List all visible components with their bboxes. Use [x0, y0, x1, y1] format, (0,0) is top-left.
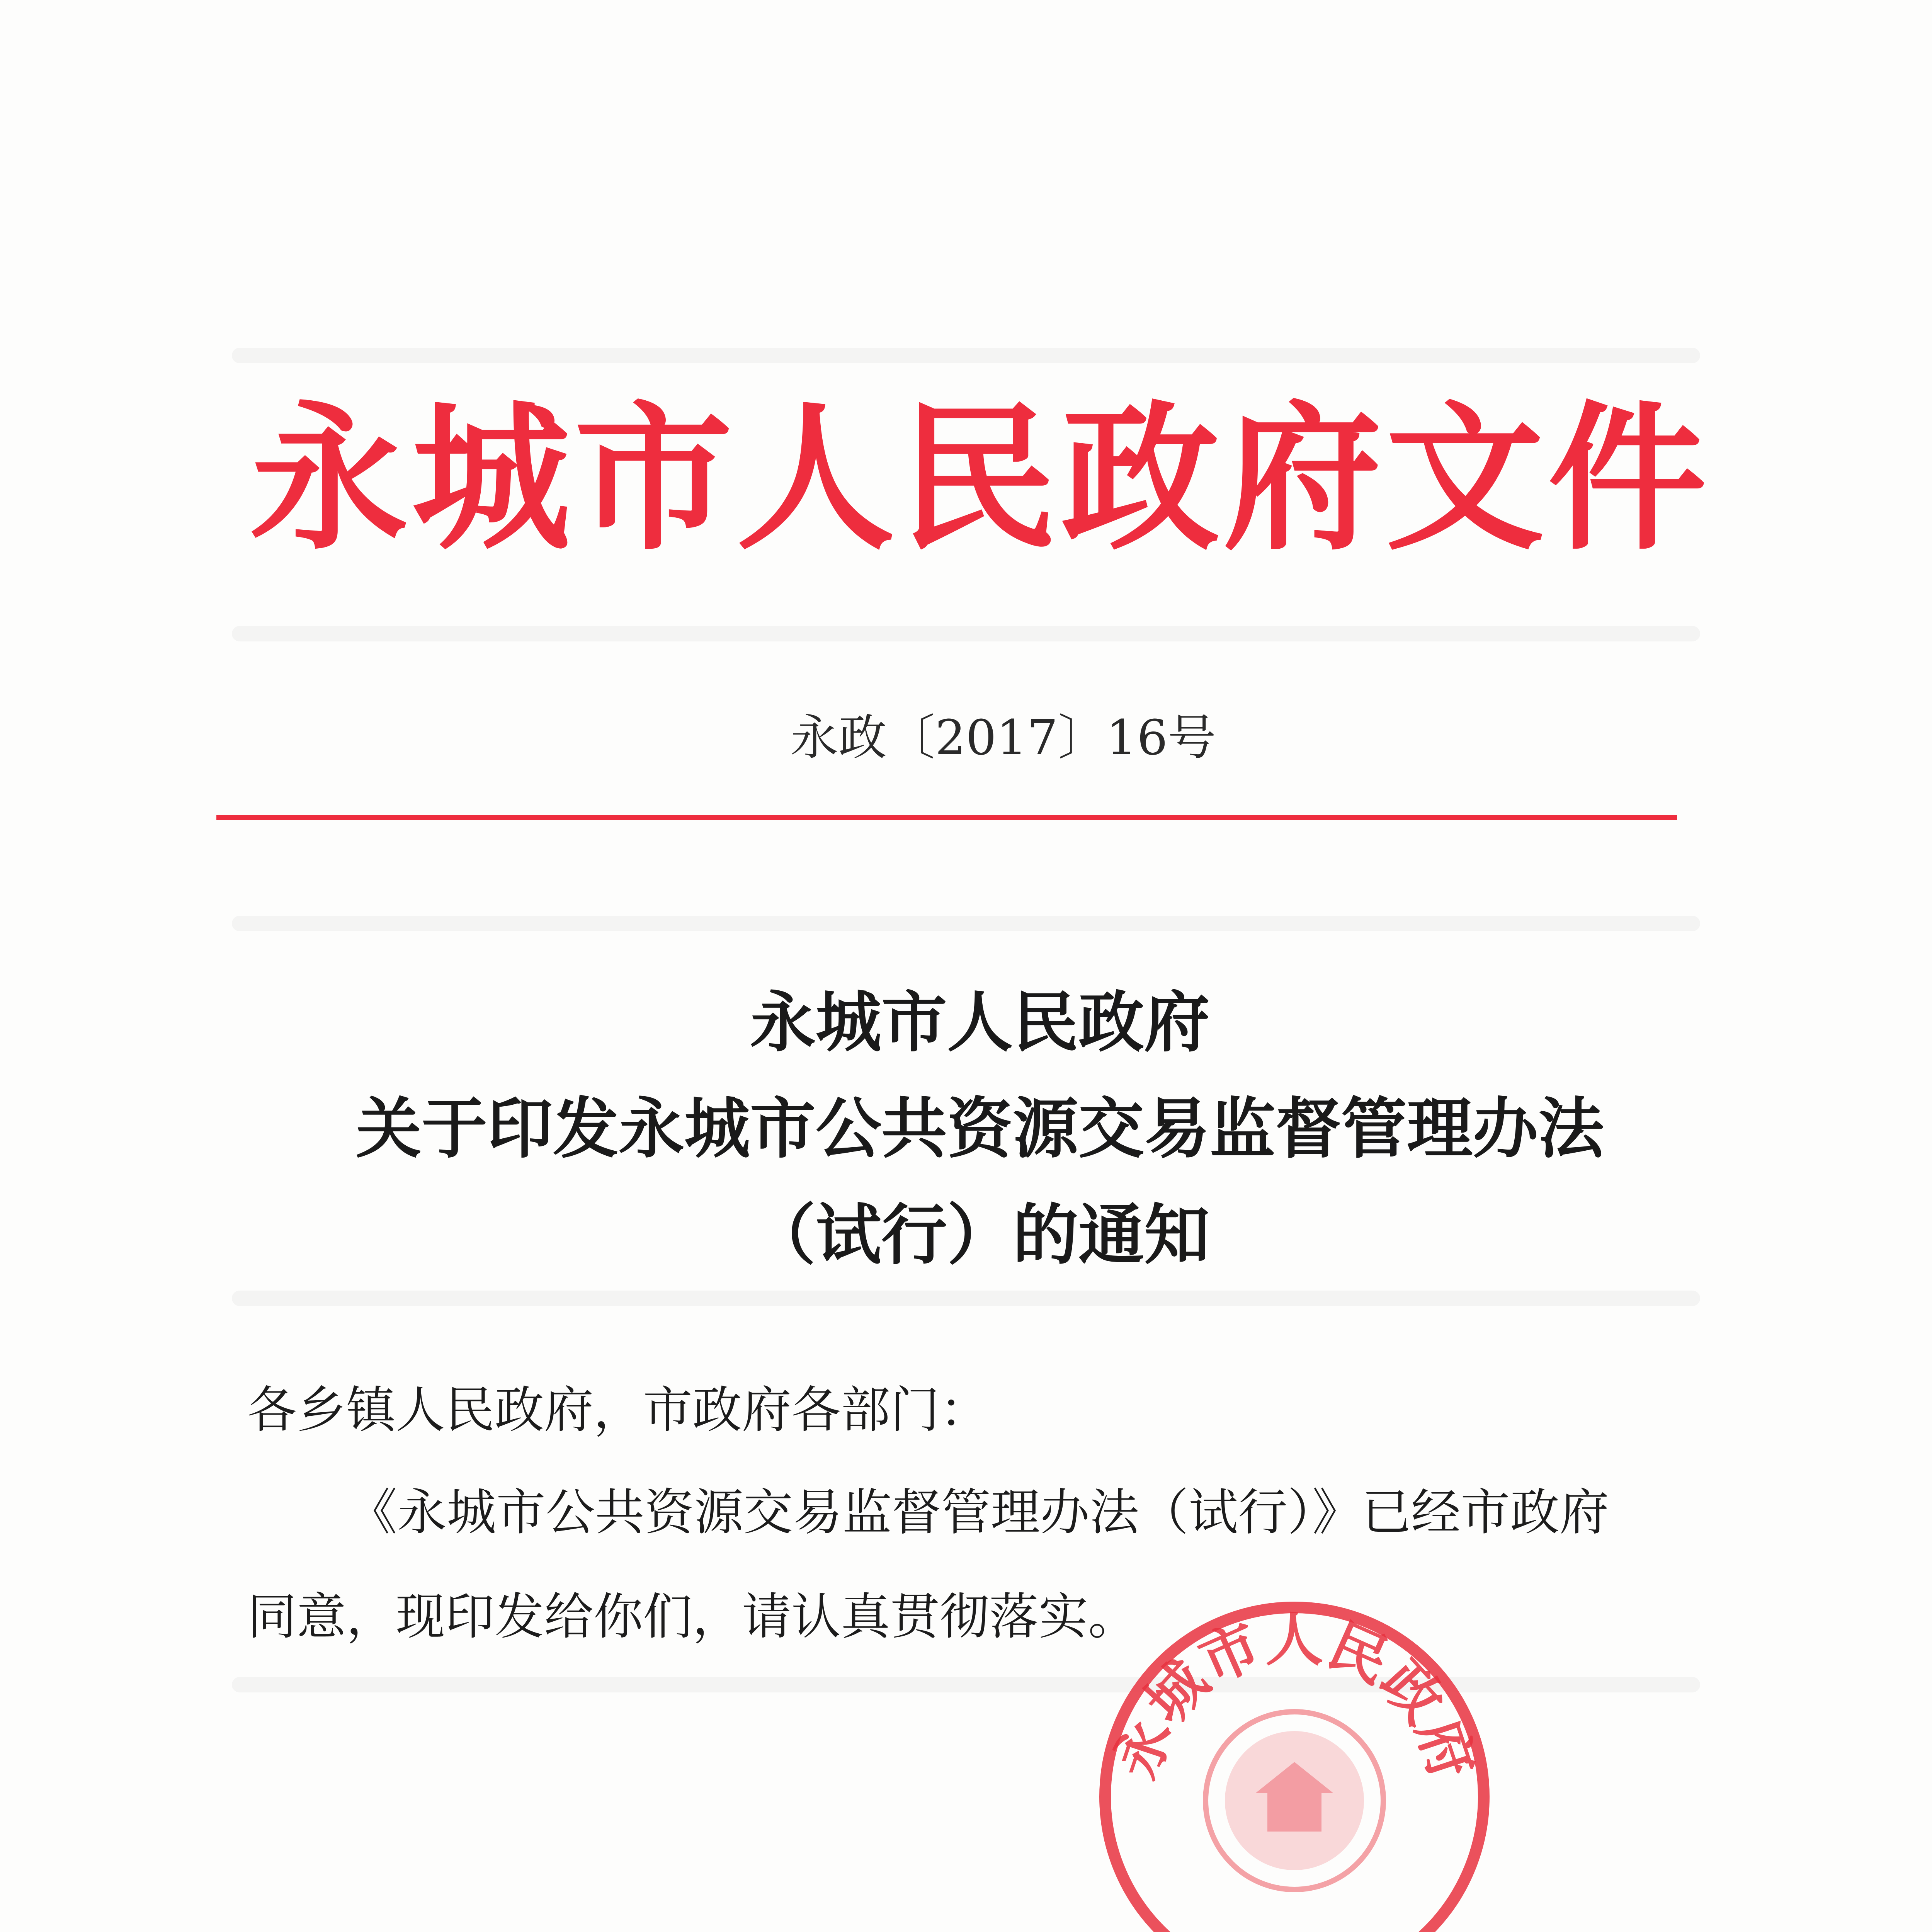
body-line-2: 同意，现印发给你们，请认真贯彻落实。	[247, 1588, 1138, 1646]
document-number: 永政〔2017〕16号	[790, 710, 1216, 766]
recipients-line: 各乡镇人民政府，市政府各部门：	[247, 1381, 990, 1439]
red-divider-rule	[216, 815, 1677, 820]
notice-title-line-3: （试行）的通知	[750, 1197, 1210, 1274]
bleed-through-line	[232, 626, 1700, 641]
bleed-through-line	[232, 1291, 1700, 1306]
document-header-title: 永城市人民政府文件	[250, 387, 1710, 571]
body-line-1-text: 《永城市公共资源交易监督管理办法（试行）》已经市政府	[348, 1484, 1609, 1541]
bleed-through-line	[232, 916, 1700, 931]
issue-date	[1082, 1928, 1471, 1932]
body-line-1	[247, 1461, 1685, 1565]
notice-title	[0, 970, 1932, 1289]
notice-title-line-2: 关于印发永城市公共资源交易监督管理办法	[355, 1091, 1604, 1167]
seal-text: 永城市人民政府	[1102, 1606, 1486, 1787]
bleed-through-line	[232, 348, 1700, 363]
official-seal-stamp	[1082, 1584, 1507, 1932]
notice-title-line-1: 永城市人民政府	[750, 985, 1210, 1061]
